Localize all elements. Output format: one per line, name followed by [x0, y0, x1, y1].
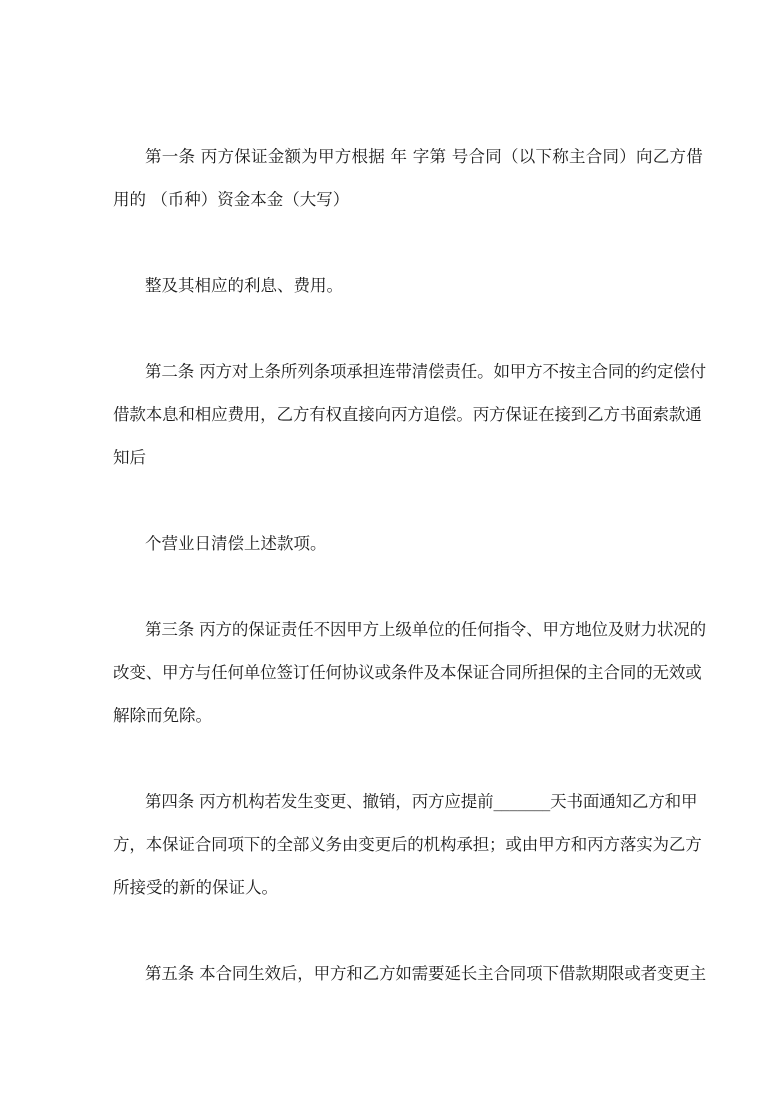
paragraph-4-line-1: 个营业日清偿上述款项。 — [145, 534, 327, 553]
paragraph-6-line-2: 方，本保证合同项下的全部义务由变更后的机构承担；或由甲方和丙方落实为乙方 — [113, 835, 702, 854]
paragraph-5-line-2: 改变、甲方与任何单位签订任何协议或条件及本保证合同所担保的主合同的无效或 — [113, 663, 702, 682]
paragraph-3-line-2: 借款本息和相应费用，乙方有权直接向丙方追偿。丙方保证在接到乙方书面索款通 — [113, 405, 702, 424]
paragraph-3-line-1: 第二条 丙方对上条所列条项承担连带清偿责任。如甲方不按主合同的约定偿付 — [145, 362, 706, 381]
paragraph-5-line-1: 第三条 丙方的保证责任不因甲方上级单位的任何指令、甲方地位及财力状况的 — [145, 620, 706, 639]
paragraph-1-line-2: 用的 （币种）资金本金（大写） — [113, 190, 350, 209]
paragraph-7-line-1: 第五条 本合同生效后，甲方和乙方如需要延长主合同项下借款期限或者变更主 — [145, 964, 706, 983]
paragraph-5-line-3: 解除而免除。 — [113, 706, 212, 725]
paragraph-2-line-1: 整及其相应的利息、费用。 — [145, 276, 343, 295]
paragraph-1-line-1: 第一条 丙方保证金额为甲方根据 年 字第 号合同（以下称主合同）向乙方借 — [145, 147, 703, 166]
paragraph-3-line-3: 知后 — [113, 448, 146, 467]
paragraph-6-line-3: 所接受的新的保证人。 — [113, 878, 278, 897]
paragraph-6-line-1: 第四条 丙方机构若发生变更、撤销，丙方应提前_______天书面通知乙方和甲 — [145, 792, 698, 811]
